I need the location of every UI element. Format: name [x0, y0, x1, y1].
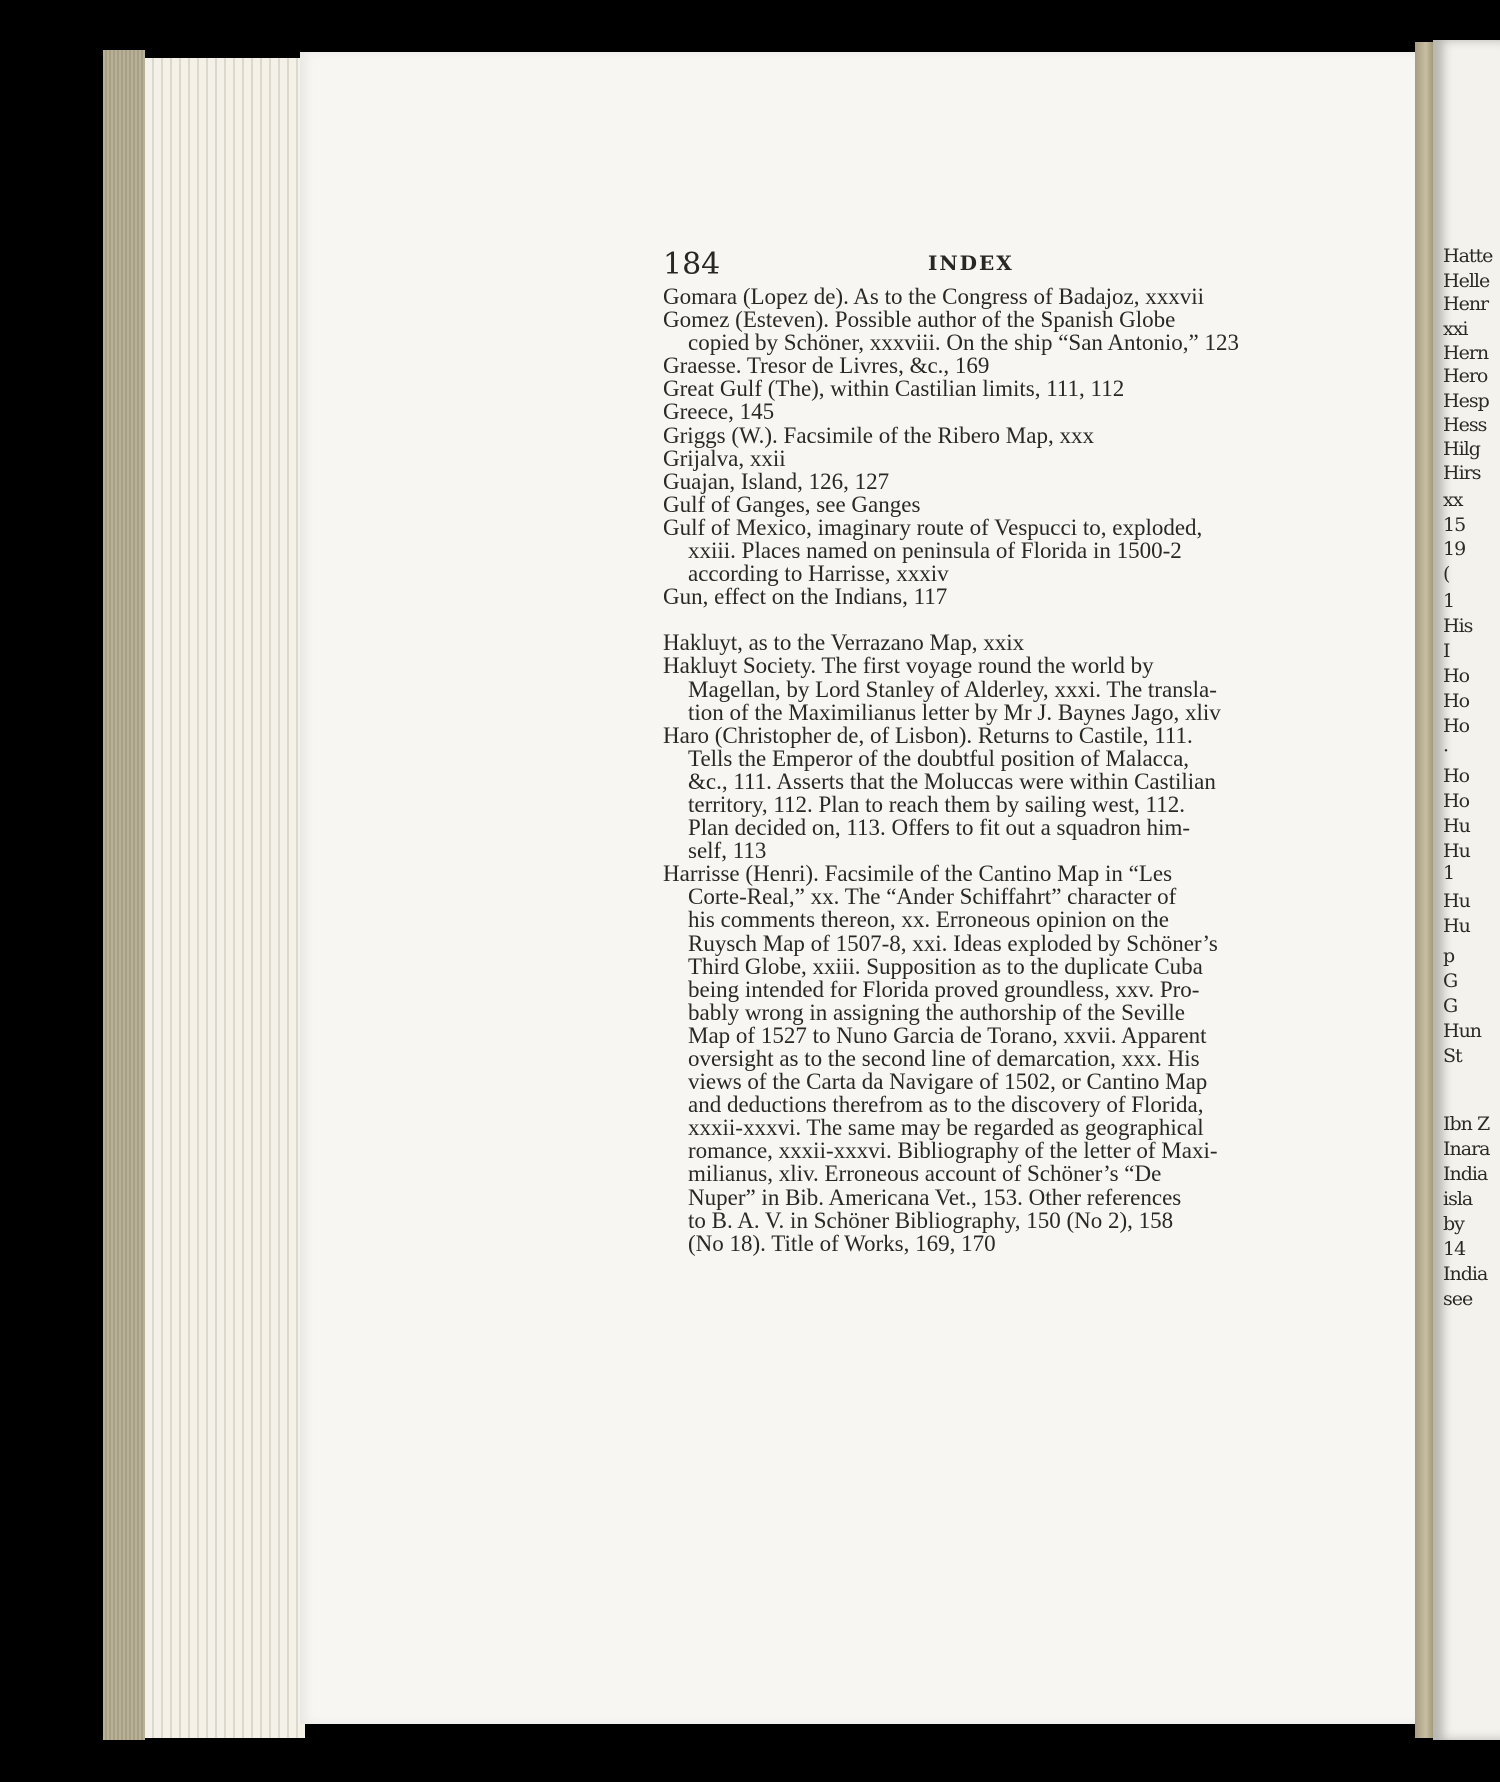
- facing-page-fragment: by: [1443, 1213, 1464, 1235]
- facing-page-fragment: Ho: [1443, 715, 1470, 737]
- facing-page-fragment: isla: [1443, 1188, 1473, 1210]
- index-entry-line: Map of 1527 to Nuno Garcia de Torano, xxvii. Apparent: [688, 1022, 1207, 1048]
- index-entry: [663, 447, 1283, 470]
- index-entry-line: Magellan, by Lord Stanley of Alderley, xxxi. The transla-: [688, 676, 1217, 702]
- facing-page-fragment: 19: [1443, 538, 1466, 560]
- index-entry-line: bably wrong in assigning the authorship of the Seville: [688, 999, 1185, 1025]
- facing-page-fragment: ·: [1443, 740, 1449, 762]
- page-number: 184: [663, 247, 721, 282]
- index-entry-line: Gomez (Esteven). Possible author of the Spanish Globe: [663, 307, 1176, 333]
- facing-page-fragment: Hatte: [1443, 245, 1493, 267]
- index-entry: [663, 631, 1283, 654]
- index-entry-line: xxiii. Places named on peninsula of Florida in 1500-2: [688, 538, 1182, 564]
- facing-page-fragment: Ibn Z: [1443, 1113, 1490, 1135]
- facing-page-fragment: Henr: [1443, 293, 1489, 315]
- facing-page-fragment: I: [1443, 640, 1450, 662]
- index-entry: [663, 654, 1283, 723]
- facing-page-fragment: Hilg: [1443, 438, 1480, 460]
- index-entry-line: Hakluyt Society. The first voyage round the world by: [663, 653, 1154, 679]
- facing-page-fragment: 15: [1443, 514, 1466, 536]
- index-entry-line: his comments thereon, xx. Erroneous opinion on the: [688, 907, 1170, 933]
- index-entry: [663, 424, 1283, 447]
- facing-page-fragment: Ho: [1443, 665, 1470, 687]
- index-entry-line: Corte-Real,” xx. The “Ander Schiffahrt” character of: [688, 884, 1177, 910]
- index-entry-line: Plan decided on, 113. Offers to fit out a squadron him-: [688, 815, 1191, 841]
- facing-page-fragment: Ho: [1443, 790, 1470, 812]
- facing-page-fragment: Hero: [1443, 365, 1488, 387]
- index-entry: [663, 377, 1283, 400]
- facing-page-fragment: India: [1443, 1163, 1488, 1185]
- facing-page-fragment: see: [1443, 1288, 1473, 1310]
- index-entry-line: Gulf of Mexico, imaginary route of Vespucci to, exploded,: [663, 514, 1203, 540]
- index-entry-line: romance, xxxii-xxxvi. Bibliography of the letter of Maxi-: [688, 1138, 1218, 1164]
- index-entry-line: Greece, 145: [663, 399, 775, 425]
- index-entry-line: Griggs (W.). Facsimile of the Ribero Map, xxx: [663, 422, 1094, 448]
- index-entries: [663, 285, 1283, 1255]
- index-entry-line: and deductions therefrom as to the discovery of Florida,: [688, 1092, 1204, 1118]
- index-entry: [663, 400, 1283, 423]
- section-gap: [663, 608, 1283, 631]
- index-entry-line: xxxii-xxxvi. The same may be regarded as geographical: [688, 1115, 1204, 1141]
- index-entry-line: Ruysch Map of 1507-8, xxi. Ideas exploded by Schöner’s: [688, 930, 1218, 956]
- facing-page-fragment: xxi: [1443, 318, 1468, 340]
- index-entry-line: copied by Schöner, xxxviii. On the ship “San Antonio,” 123: [688, 330, 1240, 356]
- facing-page-fragment: Helle: [1443, 270, 1490, 292]
- index-entry-line: oversight as to the second line of demarcation, xxx. His: [688, 1046, 1200, 1071]
- index-entry-line: according to Harrisse, xxxiv: [688, 561, 949, 587]
- index-entry-line: Tells the Emperor of the doubtful position of Malacca,: [688, 745, 1190, 771]
- facing-page-fragment: Hess: [1443, 414, 1487, 436]
- index-entry: [663, 724, 1283, 863]
- index-entry-line: territory, 112. Plan to reach them by sailing west, 112.: [688, 791, 1185, 817]
- facing-page-fragment: India: [1443, 1263, 1488, 1285]
- index-entry-line: Hakluyt, as to the Verrazano Map, xxix: [663, 630, 1025, 656]
- index-entry: [663, 354, 1283, 377]
- index-entry: [663, 585, 1283, 608]
- index-entry-line: Great Gulf (The), within Castilian limits, 111, 112: [663, 376, 1125, 402]
- facing-page: [1433, 40, 1500, 1740]
- facing-page-fragment: Hu: [1443, 915, 1470, 937]
- index-entry-line: Nuper” in Bib. Americana Vet., 153. Other references: [688, 1184, 1182, 1210]
- facing-page-fragment: 14: [1443, 1238, 1466, 1260]
- index-entry-line: Gulf of Ganges, see Ganges: [663, 491, 921, 517]
- facing-page-fragment: Inara: [1443, 1138, 1490, 1160]
- index-entry-line: &c., 111. Asserts that the Moluccas were within Castilian: [688, 768, 1216, 794]
- index-entry-line: being intended for Florida proved groundless, xxv. Pro-: [688, 976, 1200, 1002]
- facing-page-fragment: xx: [1443, 489, 1463, 511]
- facing-page-fragment: Hun: [1443, 1020, 1482, 1042]
- page-edges: [145, 58, 305, 1738]
- index-entry: [663, 862, 1283, 1255]
- index-entry-line: Grijalva, xxii: [663, 445, 786, 471]
- facing-page-fragment: (: [1443, 563, 1450, 585]
- facing-page-fragment: p: [1443, 945, 1455, 967]
- facing-page-fragment: Hern: [1443, 342, 1489, 364]
- index-entry: [663, 493, 1283, 516]
- index-entry-line: to B. A. V. in Schöner Bibliography, 150 (No 2), 158: [688, 1207, 1174, 1233]
- facing-page-fragment: St: [1443, 1045, 1462, 1067]
- index-entry-line: Guajan, Island, 126, 127: [663, 468, 890, 494]
- facing-page-fragment: 1: [1443, 862, 1455, 884]
- index-entry-line: Harrisse (Henri). Facsimile of the Cantino Map in “Les: [663, 861, 1173, 887]
- facing-page-fragment: Ho: [1443, 690, 1470, 712]
- index-entry: [663, 516, 1283, 585]
- index-entry: [663, 285, 1283, 308]
- facing-page-fragment: Hu: [1443, 840, 1470, 862]
- book-cover-edge: [103, 50, 145, 1740]
- index-entry-line: self, 113: [688, 838, 767, 864]
- index-entry-line: Gomara (Lopez de). As to the Congress of Badajoz, xxxvii: [663, 284, 1205, 309]
- facing-page-fragment: 1: [1443, 590, 1455, 612]
- index-entry-line: Third Globe, xxiii. Supposition as to the duplicate Cuba: [688, 953, 1203, 979]
- index-entry-line: Gun, effect on the Indians, 117: [663, 584, 948, 610]
- facing-page-fragment: Ho: [1443, 765, 1470, 787]
- facing-page-fragment: Hesp: [1443, 390, 1489, 412]
- index-entry-line: milianus, xliv. Erroneous account of Schöner’s “De: [688, 1161, 1162, 1187]
- index-entry-line: Haro (Christopher de, of Lisbon). Returns to Castile, 111.: [663, 722, 1193, 748]
- facing-page-fragment: Hu: [1443, 815, 1470, 837]
- index-entry: [663, 470, 1283, 493]
- index-entry-line: (No 18). Title of Works, 169, 170: [688, 1230, 996, 1256]
- facing-page-fragment: G: [1443, 995, 1458, 1017]
- facing-page-fragment: His: [1443, 615, 1473, 637]
- facing-page-fragment: Hirs: [1443, 462, 1481, 484]
- index-entry: [663, 308, 1283, 354]
- book-gutter: [1415, 42, 1433, 1738]
- index-entry-line: tion of the Maximilianus letter by Mr J. Baynes Jago, xliv: [688, 699, 1221, 725]
- index-entry-line: Graesse. Tresor de Livres, &c., 169: [663, 353, 990, 379]
- running-title: INDEX: [928, 251, 1014, 275]
- facing-page-fragment: G: [1443, 970, 1458, 992]
- index-entry-line: views of the Carta da Navigare of 1502, or Cantino Map: [688, 1069, 1208, 1095]
- facing-page-fragment: Hu: [1443, 890, 1470, 912]
